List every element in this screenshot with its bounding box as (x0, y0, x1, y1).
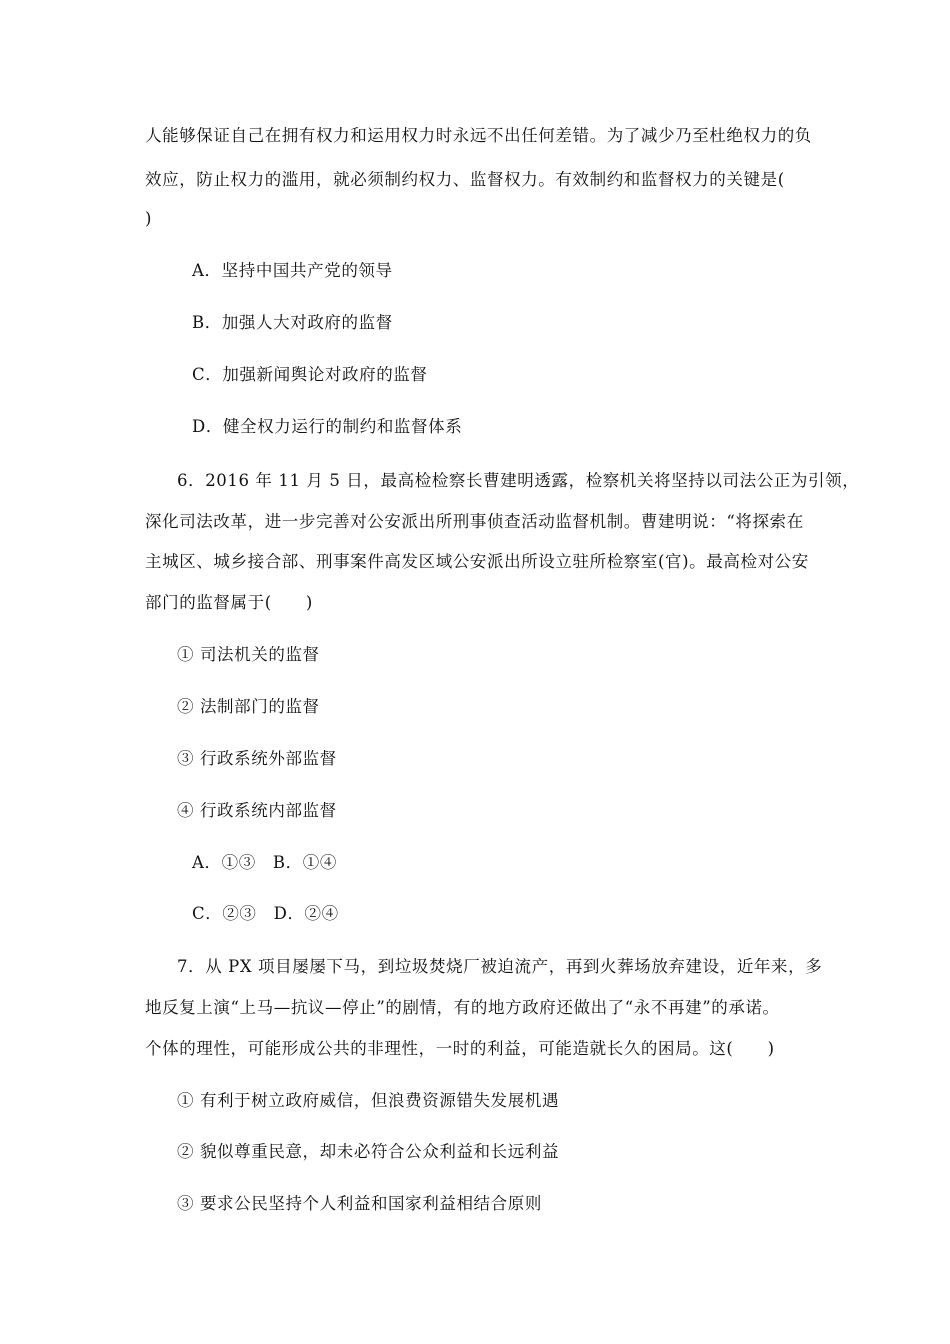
q5-option-b: B．加强人大对政府的监督 (192, 313, 393, 332)
q5-option-a: A．坚持中国共产党的领导 (192, 261, 393, 280)
q5-option-c: C．加强新闻舆论对政府的监督 (192, 365, 428, 384)
q6-statement-3: ③ 行政系统外部监督 (177, 749, 337, 768)
q7-stem-line-2: 地反复上演“上马—抗议—停止”的剧情，有的地方政府还做出了“永不再建”的承诺。 (145, 998, 780, 1017)
q6-stem-line-3: 主城区、城乡接合部、刑事案件高发区域公安派出所设立驻所检察室(官)。最高检对公安 (145, 552, 809, 571)
q5-option-d: D．健全权力运行的制约和监督体系 (192, 417, 463, 436)
q6-options-row-2: C．②③ D．②④ (192, 904, 339, 923)
q7-stem-line-1: 7．从 PX 项目屡屡下马，到垃圾焚烧厂被迫流产，再到火葬场放弃建设，近年来，多 (177, 957, 823, 976)
q7-stem-line-3: 个体的理性，可能形成公共的非理性，一时的利益，可能造就长久的困局。这( ) (145, 1039, 775, 1058)
q7-statement-3: ③ 要求公民坚持个人利益和国家利益相结合原则 (177, 1194, 542, 1213)
q6-stem-line-1: 6．2016 年 11 月 5 日，最高检检察长曹建明透露，检察机关将坚持以司法公正为引领， (177, 471, 860, 490)
q5-stem-line-1: 人能够保证自己在拥有权力和运用权力时永远不出任何差错。为了减少乃至杜绝权力的负 (145, 126, 812, 145)
q6-statement-1: ① 司法机关的监督 (177, 645, 320, 664)
q7-statement-1: ① 有利于树立政府威信，但浪费资源错失发展机遇 (177, 1091, 560, 1110)
q5-stem-line-3: ) (145, 209, 153, 228)
q6-options-row-1: A．①③ B．①④ (192, 853, 337, 872)
q5-stem-line-2: 效应，防止权力的滥用，就必须制约权力、监督权力。有效制约和监督权力的关键是( (145, 170, 785, 189)
q6-stem-line-4: 部门的监督属于( ) (145, 593, 313, 612)
q6-stem-line-2: 深化司法改革，进一步完善对公安派出所刑事侦查活动监督机制。曹建明说：“将探索在 (145, 512, 804, 531)
q6-statement-2: ② 法制部门的监督 (177, 697, 320, 716)
q7-statement-2: ② 貌似尊重民意，却未必符合公众利益和长远利益 (177, 1142, 560, 1161)
q6-statement-4: ④ 行政系统内部监督 (177, 801, 337, 820)
